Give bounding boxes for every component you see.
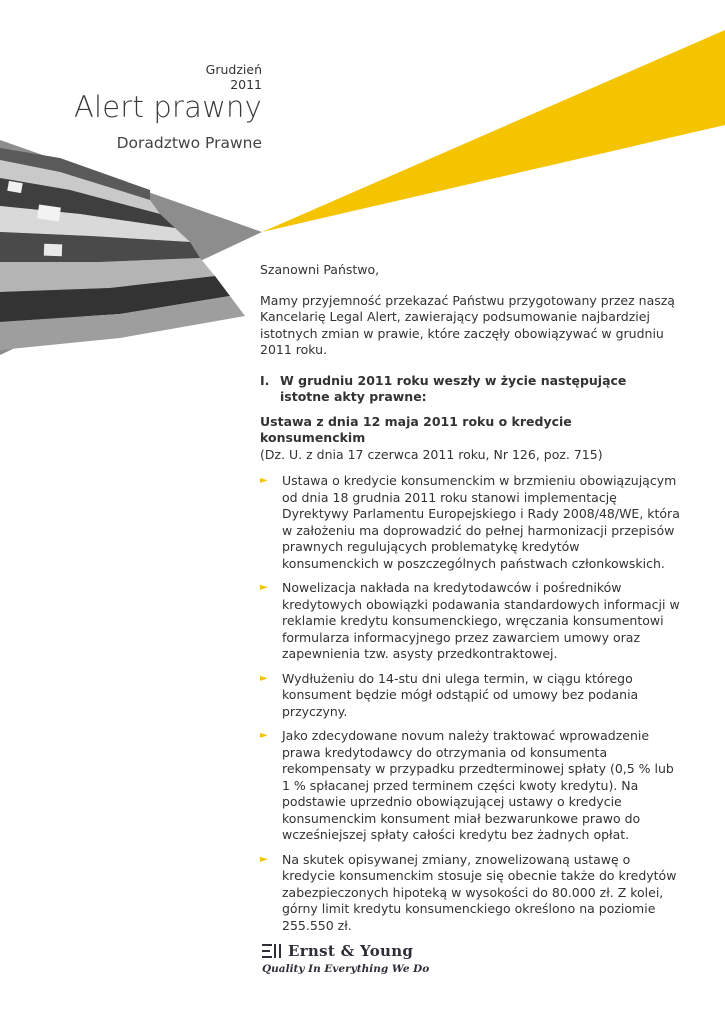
tagline: Quality In Everything We Do <box>262 963 430 975</box>
list-item <box>260 852 680 935</box>
yellow-beam-shape <box>262 30 725 232</box>
arrow-bullet-icon: ► <box>260 730 268 741</box>
arrow-bullet-icon: ► <box>260 582 268 593</box>
law-reference: (Dz. U. z dnia 17 czerwca 2011 roku, Nr 126, poz. 715) <box>260 446 603 462</box>
list-item <box>260 580 680 663</box>
list-item-text: Na skutek opisywanej zmiany, znowelizowaną ustawę o kredycie konsumenckim stosuje się obecnie także do kredytów zabezpieczonych hipoteką w wysokości do 80.000 zł. Z kolei, górny limit kredytu konsumenckiego określono na poziomie 255.550 zł. <box>282 851 677 933</box>
arrow-bullet-icon: ► <box>260 475 268 486</box>
intro-paragraph: Mamy przyjemność przekazać Państwu przygotowany przez naszą Kancelarię Legal Alert, zawierający podsumowanie najbardziej istotnych zmian w prawie, które zaczęły obowiązywać w grudniu 2011 roku. <box>260 292 675 357</box>
page-title: Alert prawny <box>73 90 262 124</box>
books-illustration <box>0 140 262 355</box>
letter-body <box>260 262 680 942</box>
list-item-text: Jako zdecydowane novum należy traktować wprowadzenie prawa kredytodawcy do otrzymania od konsumenta rekompensaty w przypadku przedterminowej spłaty (0,5 % lub 1 % spłacanej przed terminem części kwoty kredytu). Na podstawie uprzednio obowiązującej ustawy o kredycie konsumenckim konsument miał bezwarunkowe prawo do wcześniejszej spłaty całości kredytu bez żadnych opłat. <box>282 728 674 842</box>
section-heading <box>260 373 680 406</box>
list-item-text: Ustawa o kredycie konsumenckim w brzmieniu obowiązującym od dnia 18 grudnia 2011 roku stanowi implementację Dyrektywy Parlamentu Europejskiego i Rady 2008/48/WE, która w założeniu ma doprowadzić do pełnej harmonizacji przepisów prawnych regulujących problematykę kredytów konsumenckich w poszczególnych państwach członkowskich. <box>282 473 680 571</box>
list-item <box>260 473 680 572</box>
section-number: I. <box>260 372 270 388</box>
list-item-text: Wydłużeniu do 14-stu dni ulega termin, w ciągu którego konsument będzie mógł odstąpić od umowy bez podania przyczyny. <box>282 670 639 719</box>
logo-wordmark: Ernst & Young <box>288 942 414 960</box>
page-subtitle: Doradztwo Prawne <box>116 134 262 152</box>
law-title: Ustawa z dnia 12 maja 2011 roku o kredycie konsumenckim <box>260 413 572 445</box>
list-item <box>260 671 680 721</box>
section-heading-text: W grudniu 2011 roku weszły w życie następujące istotne akty prawne: <box>280 372 627 404</box>
list-item <box>260 728 680 844</box>
greeting: Szanowni Państwo, <box>260 262 380 277</box>
arrow-bullet-icon: ► <box>260 853 268 865</box>
ey-mark-icon <box>262 943 284 959</box>
list-item-text: Nowelizacja nakłada na kredytodawców i pośredników kredytowych obowiązki podawania standardowych informacji w reklamie kredytu konsumenckiego, wręczania konsumentowi formularza informacyjnego przez zawarciem umowy oraz zapewnienia tzw. asysty przedkontraktowej. <box>282 580 680 661</box>
issue-date: Grudzień 2011 <box>205 62 262 92</box>
bullet-list <box>260 473 680 934</box>
company-logo <box>262 942 432 988</box>
arrow-bullet-icon: ► <box>260 672 268 684</box>
